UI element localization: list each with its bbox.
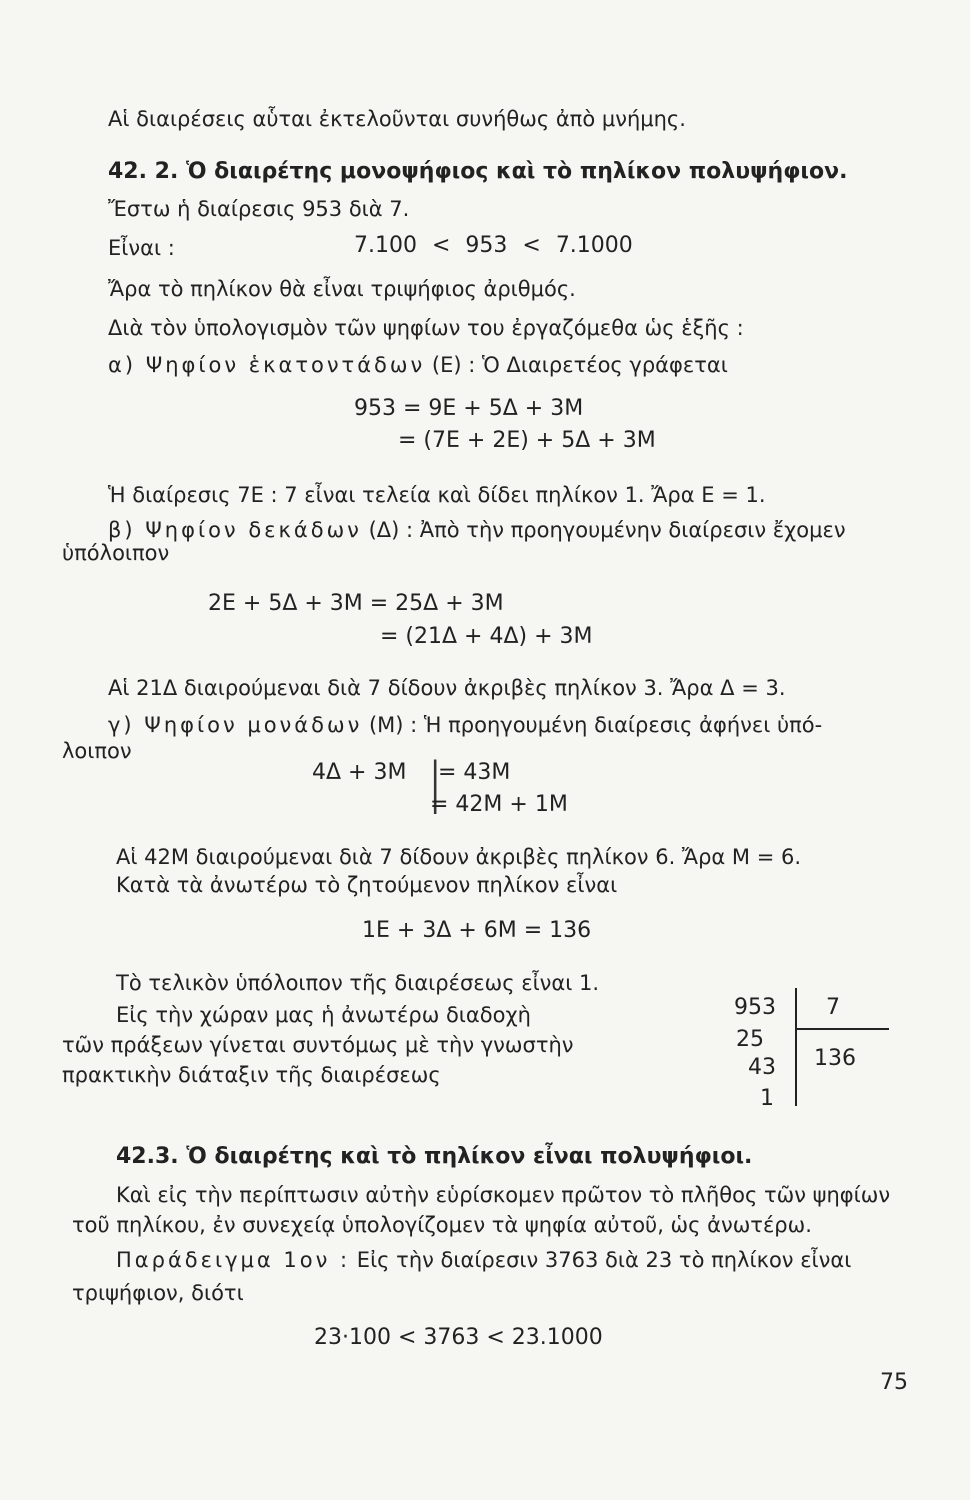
text-line: ὑπόλοιπον xyxy=(62,541,170,565)
text-line: Αἱ διαιρέσεις αὗται ἐκτελοῦνται συνήθως ἀπὸ μνήμης. xyxy=(108,107,686,131)
item-text: (Ε) : Ὁ Διαιρετέος γράφεται xyxy=(431,353,728,377)
text-line: τριψήφιον, διότι xyxy=(72,1281,244,1305)
text-line: τῶν πράξεων γίνεται συντόμως μὲ τὴν γνωστὴν xyxy=(62,1033,574,1057)
division-step: 43 xyxy=(748,1055,776,1080)
equation: = 43Μ xyxy=(438,760,511,785)
item-text: (Δ) : Ἀπὸ τὴν προηγουμένην διαίρεσιν ἔχομεν xyxy=(368,518,846,542)
division-rule-horizontal xyxy=(797,1028,889,1030)
text-line: τοῦ πηλίκου, ἐν συνεχείᾳ ὑπολογίζομεν τὰ ψηφία αὐτοῦ, ὡς ἀνωτέρω. xyxy=(72,1213,812,1237)
item-label-gamma: γ) Ψηφίον μονάδων xyxy=(108,713,363,737)
example-text: Εἰς τὴν διαίρεσιν 3763 διὰ 23 τὸ πηλίκον εἶναι xyxy=(356,1248,852,1272)
equation: = 42Μ + 1Μ xyxy=(430,792,568,817)
item-label-beta: β) Ψηφίον δεκάδων xyxy=(108,518,362,542)
section-heading-42-2: 42. 2. Ὁ διαιρέτης μονοψήφιος καὶ τὸ πηλίκον πολυψήφιον. xyxy=(108,159,848,184)
division-dividend: 953 xyxy=(734,995,776,1020)
page-number: 75 xyxy=(880,1370,908,1395)
inequality: 23·100 < 3763 < 23.1000 xyxy=(314,1325,603,1350)
text-line: Αἱ 21Δ διαιρούμεναι διὰ 7 δίδουν ἀκριβὲς πηλίκον 3. Ἄρα Δ = 3. xyxy=(108,676,786,700)
text-line: λοιπον xyxy=(62,739,132,763)
example-label: Παράδειγμα 1ον : xyxy=(116,1248,351,1272)
equation-result: 1Ε + 3Δ + 6Μ = 136 xyxy=(362,918,592,943)
text-line: Τὸ τελικὸν ὑπόλοιπον τῆς διαιρέσεως εἶναι 1. xyxy=(116,971,600,995)
equation: 953 = 9Ε + 5Δ + 3Μ xyxy=(354,396,584,421)
text-line: Ἡ διαίρεσις 7Ε : 7 εἶναι τελεία καὶ δίδει πηλίκον 1. Ἄρα Ε = 1. xyxy=(108,483,766,507)
text-line: Διὰ τὸν ὑπολογισμὸν τῶν ψηφίων του ἐργαζόμεθα ὡς ἑξῆς : xyxy=(108,316,744,340)
section-heading-42-3: 42.3. Ὁ διαιρέτης καὶ τὸ πηλίκον εἶναι πολυψήφιοι. xyxy=(116,1144,753,1169)
text-line: πρακτικὴν διάταξιν τῆς διαιρέσεως xyxy=(62,1063,441,1087)
text-line: Καὶ εἰς τὴν περίπτωσιν αὐτὴν εὑρίσκομεν πρῶτον τὸ πλῆθος τῶν ψηφίων xyxy=(116,1183,891,1207)
division-divisor: 7 xyxy=(826,995,840,1020)
text-line: Ἔστω ἡ διαίρεσις 953 διὰ 7. xyxy=(108,197,410,221)
text-line: Κατὰ τὰ ἀνωτέρω τὸ ζητούμενον πηλίκον εἶναι xyxy=(116,873,618,897)
division-rule-vertical xyxy=(795,988,797,1106)
division-step: 25 xyxy=(736,1027,764,1052)
text-line: Ἄρα τὸ πηλίκον θὰ εἶναι τριψήφιος ἀριθμός. xyxy=(108,277,576,301)
item-label-alpha: α) Ψηφίον ἑκατοντάδων xyxy=(108,353,426,377)
text-line: Εἰς τὴν χώραν μας ἡ ἀνωτέρω διαδοχὴ xyxy=(116,1003,531,1027)
equation: = (7Ε + 2Ε) + 5Δ + 3Μ xyxy=(398,428,656,453)
equation: 4Δ + 3Μ xyxy=(312,760,407,785)
equation: 2Ε + 5Δ + 3Μ = 25Δ + 3Μ xyxy=(208,591,504,616)
equation: = (21Δ + 4Δ) + 3Μ xyxy=(380,624,593,649)
text-line: Εἶναι : xyxy=(108,236,175,260)
division-remainder: 1 xyxy=(760,1086,774,1111)
division-quotient: 136 xyxy=(814,1046,856,1071)
brace-decoration: | xyxy=(426,751,445,814)
inequality: 7.100 < 953 < 7.1000 xyxy=(354,233,633,258)
item-text: (Μ) : Ἡ προηγουμένη διαίρεσις ἀφήνει ὑπό- xyxy=(368,713,823,737)
text-line: Αἱ 42Μ διαιρούμεναι διὰ 7 δίδουν ἀκριβὲς πηλίκον 6. Ἄρα Μ = 6. xyxy=(116,845,802,869)
